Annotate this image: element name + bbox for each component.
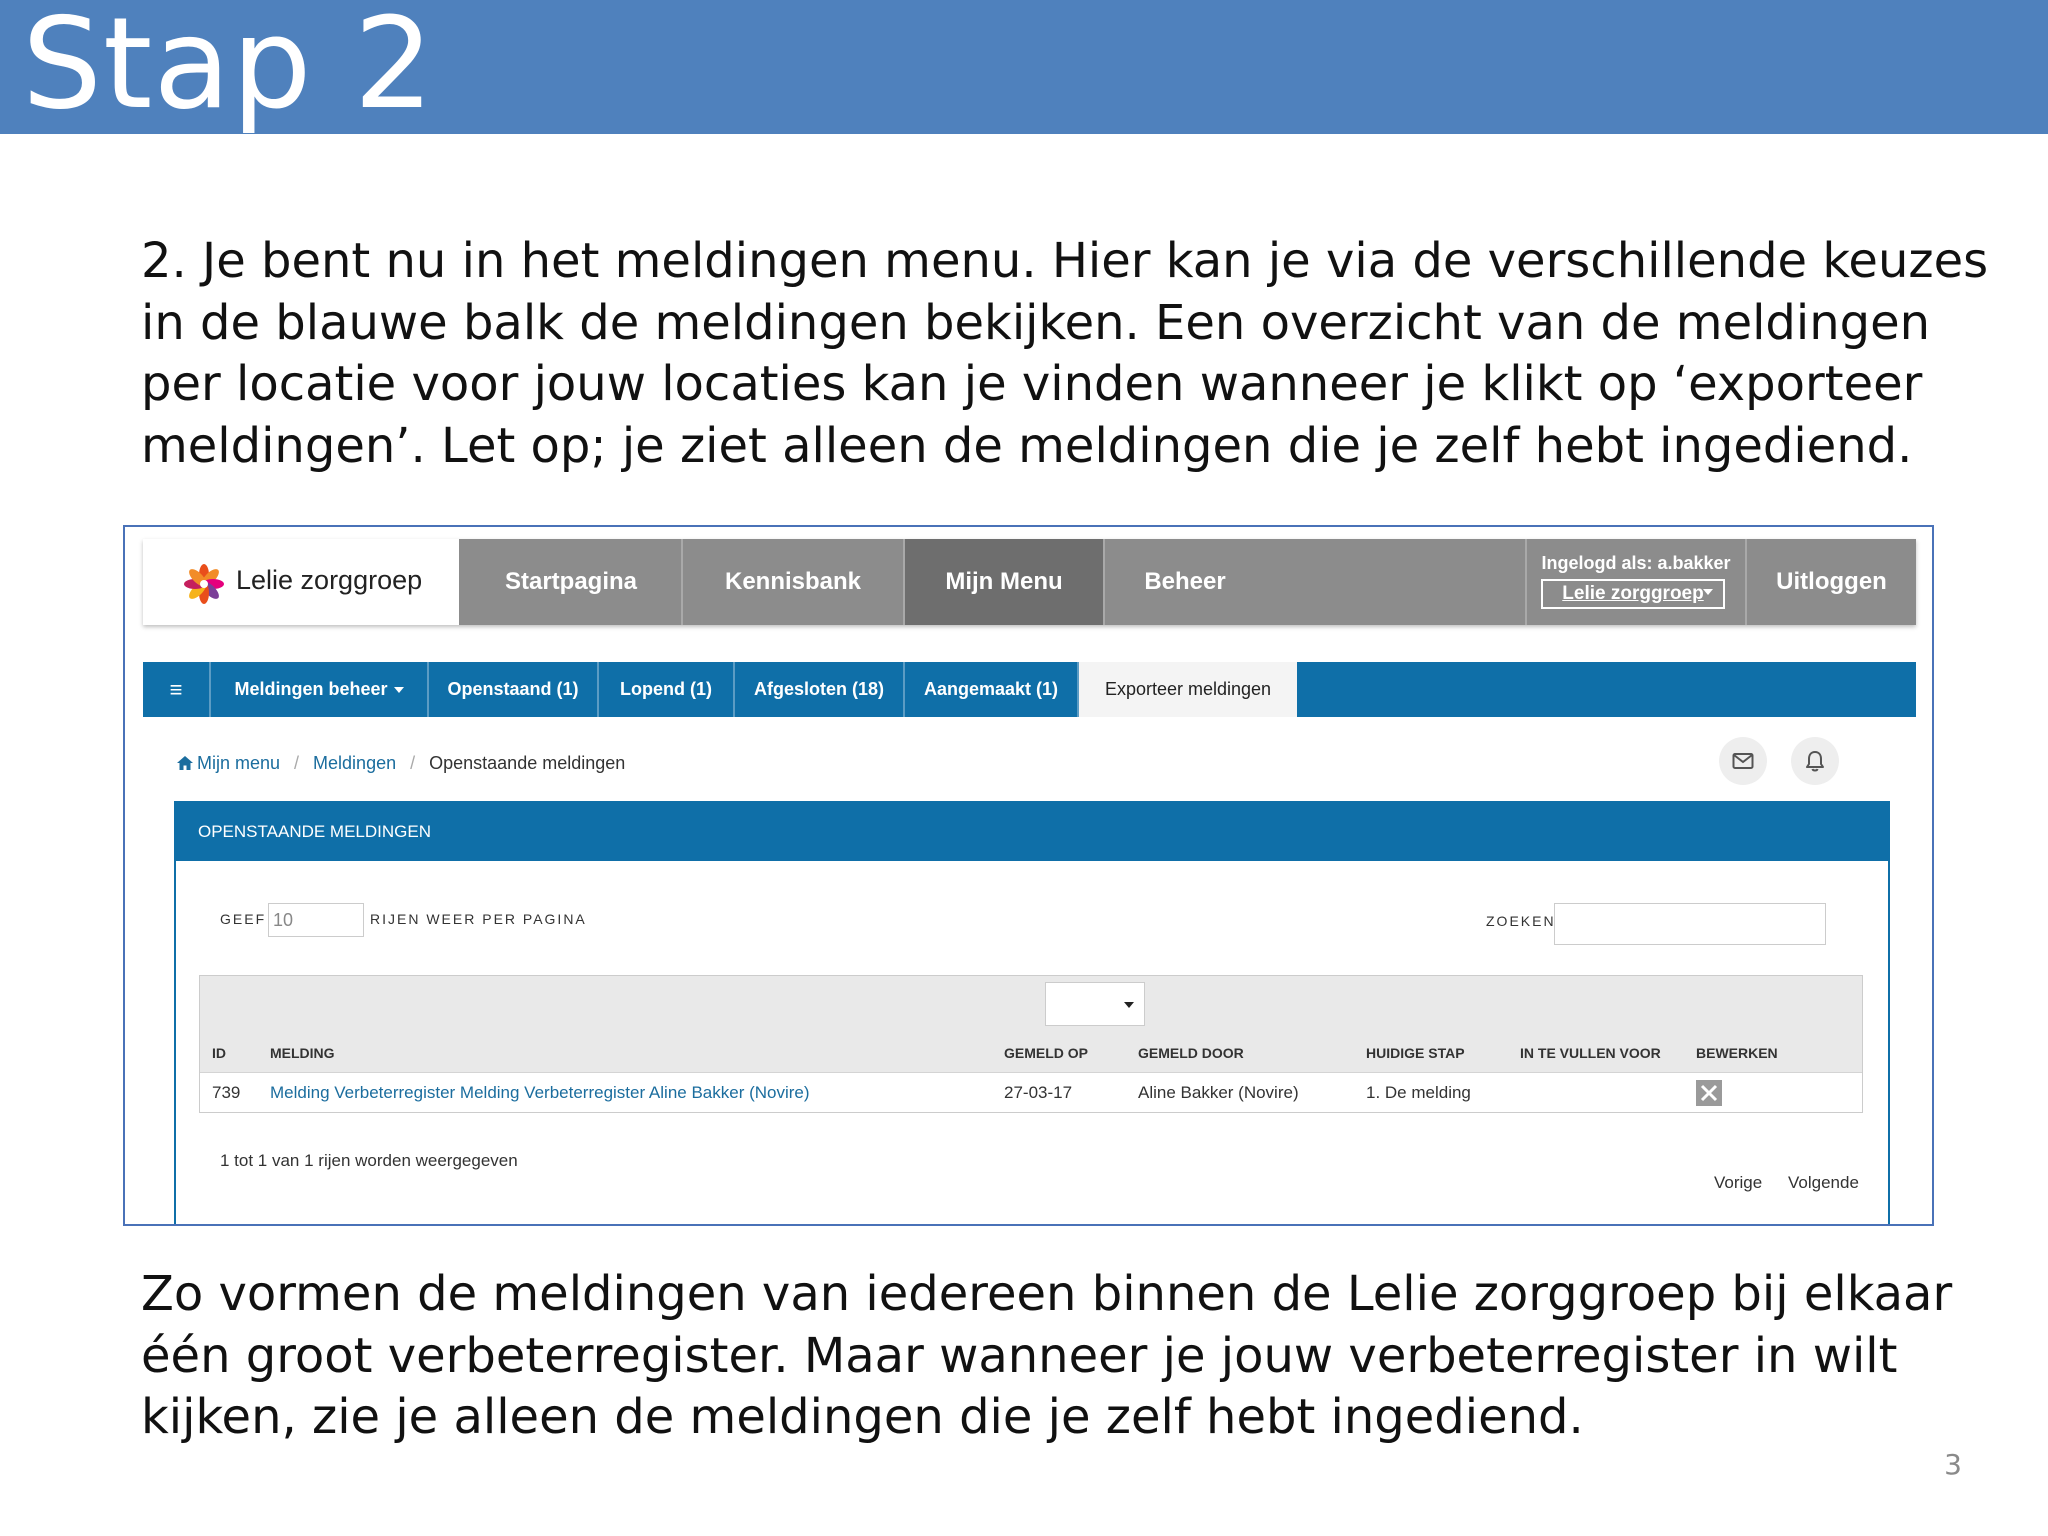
reports-table bbox=[199, 975, 1863, 1113]
tab-meldingen-beheer-label: Meldingen beheer bbox=[234, 679, 388, 699]
nav-startpagina[interactable]: Startpagina bbox=[504, 568, 638, 595]
app-screenshot bbox=[123, 525, 1934, 1226]
panel-title: OPENSTAANDE MELDINGEN bbox=[198, 822, 432, 841]
tab-openstaand[interactable]: Openstaand (1) bbox=[429, 662, 599, 717]
search-label: ZOEKEN bbox=[1486, 913, 1556, 929]
logo[interactable] bbox=[143, 539, 459, 625]
hamburger-menu-icon[interactable]: ≡ bbox=[143, 662, 211, 717]
column-header-huidige-stap[interactable]: HUIDIGE STAP bbox=[1366, 1045, 1465, 1061]
summary-paragraph: Zo vormen de meldingen van iedereen binnen de Lelie zorggroep bij elkaar één groot verbeterregister. Maar wanneer je jouw verbeterregister in wilt kijken, zie je alleen de meldingen die je zelf hebt ingediend. bbox=[141, 1266, 1953, 1445]
nav-beheer[interactable]: Beheer bbox=[1144, 568, 1226, 595]
slide-title: Stap 2 bbox=[22, 0, 435, 137]
logout-button[interactable]: Uitloggen bbox=[1776, 568, 1887, 595]
top-navigation bbox=[143, 539, 1916, 625]
column-header-gemeld-op[interactable]: GEMELD OP bbox=[1004, 1045, 1089, 1061]
sub-navigation bbox=[143, 662, 1916, 717]
organisation-select-value: Lelie zorggroep bbox=[1562, 583, 1704, 604]
messages-button[interactable] bbox=[1719, 737, 1767, 785]
column-header-id[interactable]: ID bbox=[212, 1045, 226, 1061]
logo-text: Lelie zorggroep bbox=[236, 565, 423, 595]
mail-icon bbox=[1732, 750, 1754, 772]
breadcrumb-separator: / bbox=[294, 753, 300, 773]
table-header-row bbox=[200, 1034, 1862, 1073]
search-input[interactable] bbox=[1554, 903, 1826, 945]
tab-afgesloten[interactable]: Afgesloten (18) bbox=[735, 662, 905, 717]
bell-icon bbox=[1804, 750, 1826, 772]
edit-button[interactable] bbox=[1696, 1080, 1722, 1106]
breadcrumb-mijn-menu[interactable]: Mijn menu bbox=[197, 753, 281, 773]
table-row bbox=[200, 1073, 1862, 1112]
page-length-prefix: GEEF bbox=[220, 911, 267, 927]
open-reports-panel bbox=[174, 801, 1890, 1226]
instruction-paragraph: 2. Je bent nu in het meldingen menu. Hier kan je via de verschillende keuzes in de blauwe balk de meldingen bekijken. Een overzicht van de meldingen per locatie voor jouw locaties kan je vinden wanneer je klikt op ‘exporteer meldingen’. Let op; je ziet alleen de meldingen die je zelf hebt ingediend. bbox=[141, 233, 1989, 474]
nav-mijn-menu[interactable]: Mijn Menu bbox=[905, 539, 1103, 625]
login-info bbox=[1527, 539, 1745, 625]
organisation-select[interactable] bbox=[1541, 579, 1725, 609]
logged-in-label: Ingelogd als: a.bakker bbox=[1541, 553, 1731, 573]
table-info: 1 tot 1 van 1 rijen worden weergegeven bbox=[220, 1151, 518, 1170]
edit-icon bbox=[1700, 1084, 1718, 1102]
slide-number: 3 bbox=[1944, 1448, 1962, 1481]
tab-lopend[interactable]: Lopend (1) bbox=[599, 662, 735, 717]
table-toolbar bbox=[200, 976, 1862, 1034]
panel-header bbox=[176, 803, 1888, 861]
cell-huidige-stap: 1. De melding bbox=[1366, 1083, 1471, 1102]
page-length-suffix: RIJEN WEER PER PAGINA bbox=[370, 911, 587, 927]
cell-id: 739 bbox=[212, 1083, 241, 1102]
home-icon bbox=[177, 756, 193, 770]
lelie-flower-icon bbox=[181, 563, 227, 605]
tab-meldingen-beheer[interactable] bbox=[211, 662, 429, 717]
column-header-melding[interactable]: MELDING bbox=[270, 1045, 335, 1061]
chevron-down-icon bbox=[1124, 1002, 1134, 1008]
breadcrumb-meldingen[interactable]: Meldingen bbox=[313, 753, 397, 773]
chevron-down-icon bbox=[1703, 589, 1713, 595]
breadcrumb-separator: / bbox=[410, 753, 416, 773]
notifications-button[interactable] bbox=[1791, 737, 1839, 785]
page-length-input[interactable] bbox=[268, 903, 364, 937]
nav-kennisbank[interactable]: Kennisbank bbox=[724, 568, 862, 595]
cell-gemeld-op: 27-03-17 bbox=[1004, 1083, 1073, 1102]
pagination-next[interactable]: Volgende bbox=[1788, 1173, 1859, 1192]
column-filter-select[interactable] bbox=[1045, 982, 1145, 1026]
chevron-down-icon bbox=[394, 687, 404, 693]
cell-gemeld-door: Aline Bakker (Novire) bbox=[1138, 1083, 1299, 1102]
pagination-previous[interactable]: Vorige bbox=[1714, 1173, 1763, 1192]
tab-exporteer-meldingen[interactable]: Exporteer meldingen bbox=[1079, 662, 1297, 717]
column-header-gemeld-door[interactable]: GEMELD DOOR bbox=[1138, 1045, 1244, 1061]
cell-melding-link[interactable]: Melding Verbeterregister Melding Verbeterregister Aline Bakker (Novire) bbox=[270, 1083, 810, 1102]
slide-title-bar bbox=[0, 0, 2048, 137]
tab-aangemaakt[interactable]: Aangemaakt (1) bbox=[905, 662, 1079, 717]
column-header-in-te-vullen-voor[interactable]: IN TE VULLEN VOOR bbox=[1520, 1045, 1661, 1061]
app-window bbox=[125, 527, 1932, 1224]
breadcrumb-current: Openstaande meldingen bbox=[429, 753, 626, 773]
breadcrumb bbox=[177, 753, 625, 774]
column-header-bewerken: BEWERKEN bbox=[1696, 1045, 1778, 1061]
